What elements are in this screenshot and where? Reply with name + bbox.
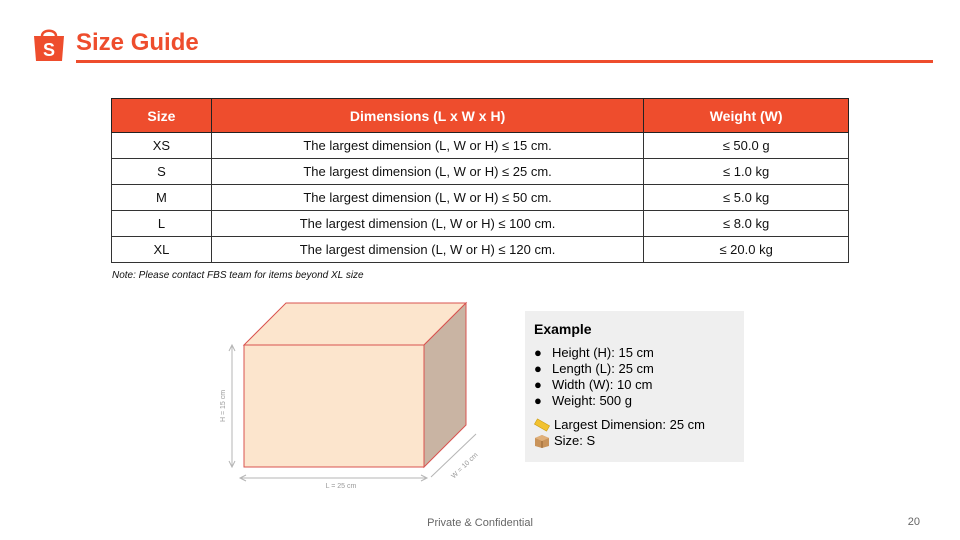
length-label: L = 25 cm: [325, 483, 357, 490]
size-cell: M: [112, 185, 212, 211]
dimension-cell: The largest dimension (L, W or H) ≤ 120 cm.: [211, 237, 643, 263]
column-header-weight: Weight (W): [644, 99, 849, 133]
note-text: Note: Please contact FBS team for items beyond XL size: [112, 270, 364, 281]
dimension-cell: The largest dimension (L, W or H) ≤ 50 cm.: [211, 185, 643, 211]
table-row: [112, 237, 849, 263]
height-label: H = 15 cm: [220, 389, 227, 423]
page-number: 20: [907, 516, 920, 528]
example-panel: [525, 311, 744, 462]
example-title: Example: [534, 321, 592, 337]
table-row: [112, 133, 849, 159]
page-title: Size Guide: [76, 29, 199, 56]
size-table: [111, 98, 849, 263]
table-row: [112, 159, 849, 185]
shopee-bag-logo-icon: [31, 25, 67, 63]
example-summary: [534, 417, 735, 449]
size-cell: L: [112, 211, 212, 237]
list-item: ● Weight: 500 g: [534, 393, 632, 408]
ruler-icon: [534, 418, 550, 432]
weight-cell: ≤ 20.0 kg: [644, 237, 849, 263]
dimension-cell: The largest dimension (L, W or H) ≤ 25 cm.: [211, 159, 643, 185]
weight-cell: ≤ 1.0 kg: [644, 159, 849, 185]
weight-cell: ≤ 50.0 g: [644, 133, 849, 159]
size-cell: S: [112, 159, 212, 185]
size-cell: XS: [112, 133, 212, 159]
list-item: ● Height (H): 15 cm: [534, 345, 654, 360]
package-icon: [534, 434, 550, 448]
box-front-face: [244, 345, 424, 467]
footer-label: Private & Confidential: [427, 517, 533, 529]
title-divider: [76, 60, 933, 63]
dimension-cell: The largest dimension (L, W or H) ≤ 100 cm.: [211, 211, 643, 237]
weight-cell: ≤ 5.0 kg: [644, 185, 849, 211]
list-item: ● Width (W): 10 cm: [534, 377, 653, 392]
example-list: [534, 345, 735, 409]
width-label: W = 10 cm: [450, 451, 480, 481]
svg-text:S: S: [42, 40, 56, 60]
size-cell: XL: [112, 237, 212, 263]
column-header-dimensions: Dimensions (L x W x H): [211, 99, 643, 133]
size-result-row: Size: S: [534, 433, 735, 449]
largest-dimension-row: Largest Dimension: 25 cm: [534, 417, 735, 433]
table-row: [112, 185, 849, 211]
table-header-row: [112, 99, 849, 133]
weight-cell: ≤ 8.0 kg: [644, 211, 849, 237]
box-diagram: [200, 300, 500, 500]
list-item: ● Length (L): 25 cm: [534, 361, 654, 376]
table-row: [112, 211, 849, 237]
dimension-cell: The largest dimension (L, W or H) ≤ 15 cm.: [211, 133, 643, 159]
column-header-size: Size: [112, 99, 212, 133]
